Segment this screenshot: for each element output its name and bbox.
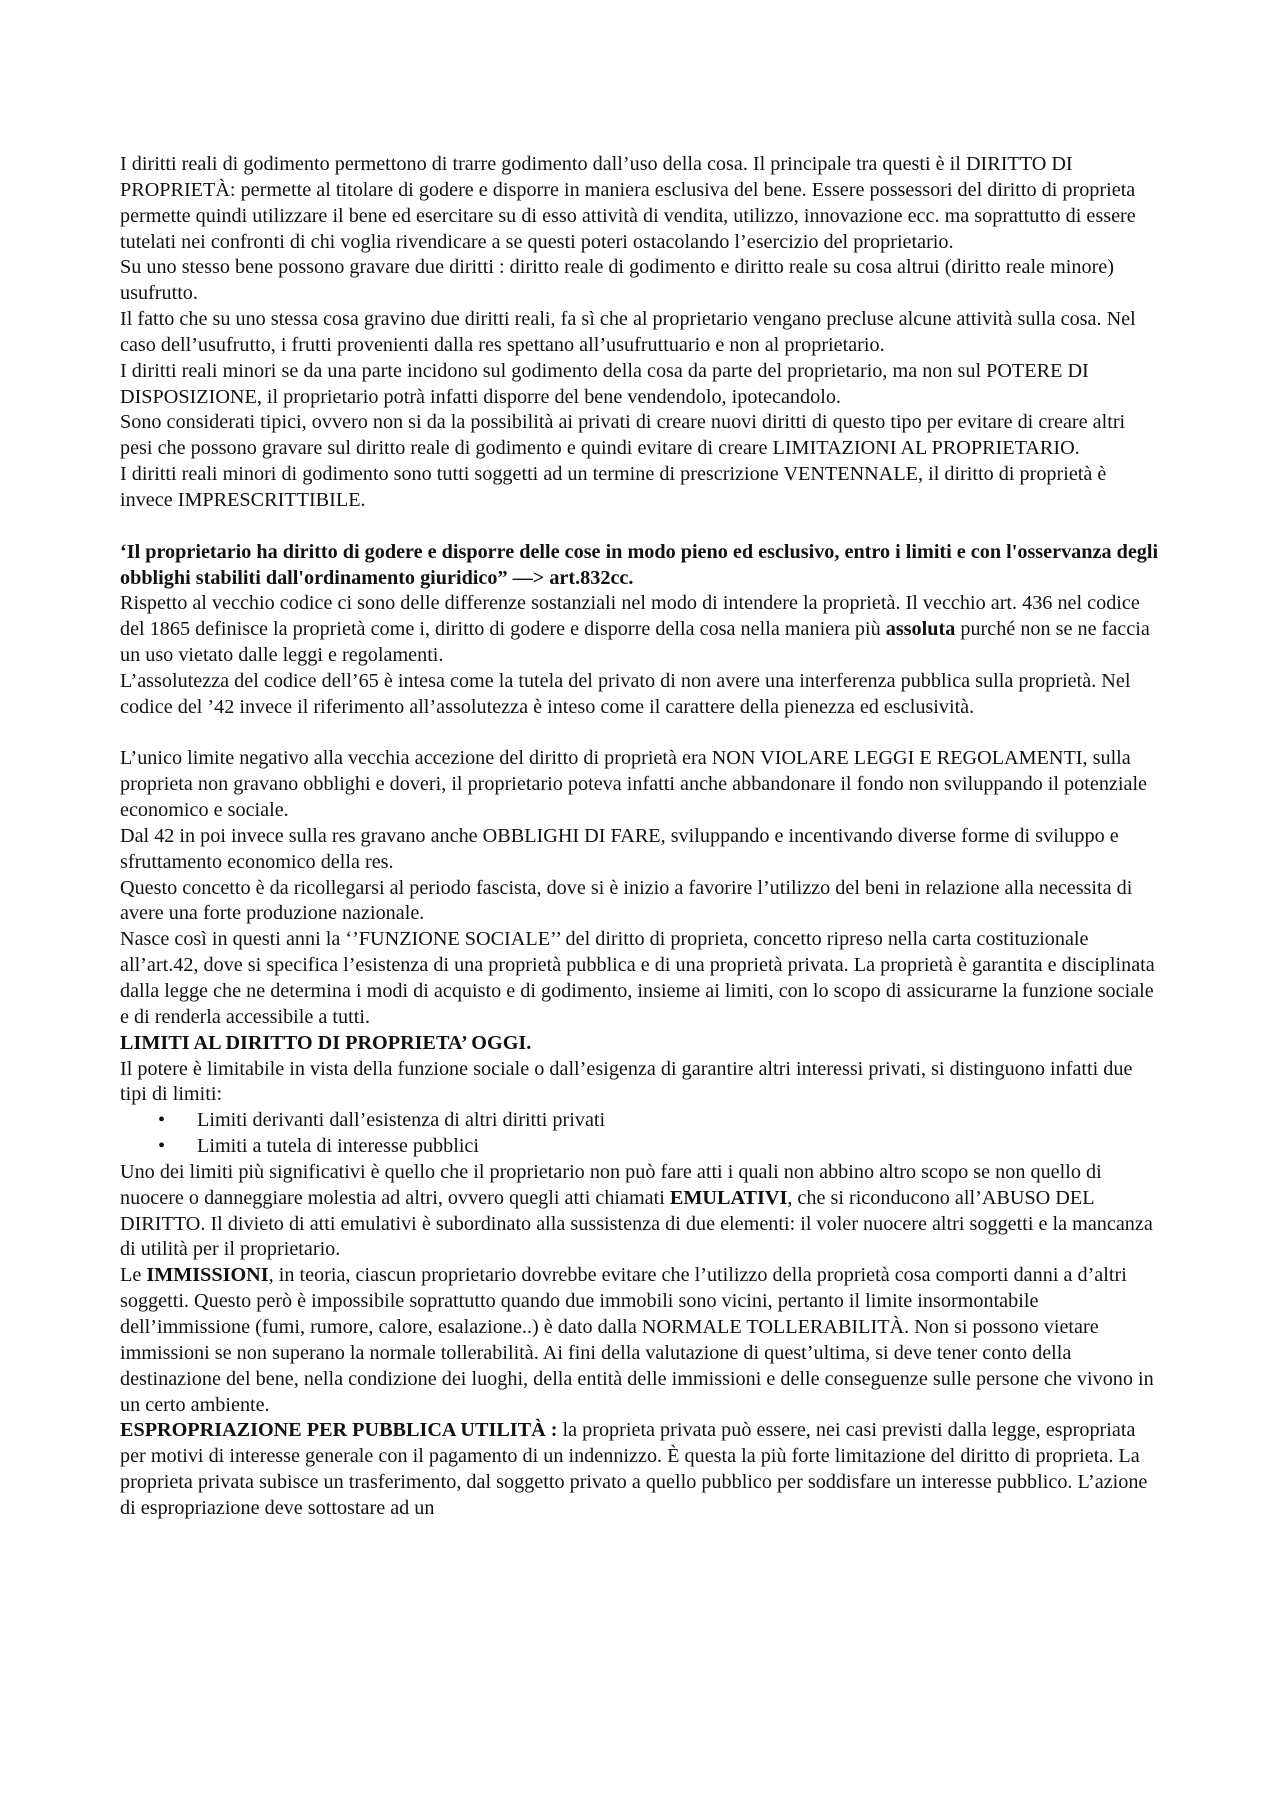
paragraph-immissioni	[120, 1263, 1162, 1418]
quote-text: ‘Il proprietario ha diritto di godere e disporre delle cose in modo pieno ed esclusivo, entro i limiti e con l'osservanza degli obblighi stabiliti dall'ordinamento giuridico” —> art.832cc.	[120, 540, 1159, 589]
text-run: Rispetto al vecchio codice ci sono delle differenze sostanziali nel modo di intendere la proprietà. Il vecchio art. 436 nel codice del 1865 definisce la proprietà come i, diritto di godere e disporre della cosa nella maniera più	[120, 592, 1140, 641]
text-run: , che si riconducono all’ABUSO DEL DIRITTO. Il divieto di atti emulativi è subordinato alla sussistenza di due elementi: il voler nuocere altri soggetti e la mancanza di utilità per il proprietario.	[120, 1186, 1153, 1261]
paragraph-funzione-sociale: Nasce così in questi anni la ‘’FUNZIONE SOCIALE’’ del diritto di proprieta, concetto ripreso nella carta costituzionale all’art.42, dove si specifica l’esistenza di una proprietà pubblica e di una proprietà privata. La proprietà è garantita e disciplinata dalla legge che ne determina i modi di acquisto e di godimento, insieme ai limiti, con lo scopo di assicurarne la funzione sociale e di renderla accessibile a tutti.	[120, 928, 1155, 1028]
paragraph-potere-disposizione: I diritti reali minori se da una parte incidono sul godimento della cosa da parte del proprietario, ma non sul POTERE DI DISPOSIZIONE, il proprietario potrà infatti disporre del bene vendendolo, ipotecandolo.	[120, 359, 1089, 408]
quote-art-832	[120, 540, 1162, 592]
text-run: la proprieta privata può essere, nei casi previsti dalla legge, espropriata per motivi di interesse generale con il pagamento di un indennizzo. È questa la più forte limitazione del diritto di proprieta. La proprieta privata subisce un trasferimento, dal soggetto privato a quello pubblico per soddisfare un interesse pubblico. L’azione di espropriazione deve sottostare ad un	[120, 1419, 1148, 1519]
paragraph-vecchio-codice	[120, 591, 1162, 669]
limits-list	[120, 1108, 1162, 1160]
bold-term-assoluta: assoluta	[885, 618, 956, 641]
paragraph-limite-negativo: L’unico limite negativo alla vecchia accezione del diritto di proprietà era NON VIOLARE LEGGI E REGOLAMENTI, sulla proprieta non gravano obblighi e doveri, il proprietario poteva infatti anche abbandonare il fondo non sviluppando il potenziale economico e sociale.	[120, 747, 1148, 822]
text-run: , in teoria, ciascun proprietario dovrebbe evitare che l’utilizzo della proprietà cosa comporti danni a d’altri soggetti. Questo però è impossibile soprattutto quando due immobili sono vicini, pertanto il limite insormontabile dell’immissione (fumi, rumore, calore, esalazione..) è dato dalla NORMALE TOLLERABILITÀ. Non si possono vietare immissioni se non superano la normale tollerabilità. Ai fini della valutazione di quest’ultima, si deve tener conto della destinazione del bene, nella condizione dei luoghi, della entità delle immissioni e delle conseguenze sulle persone che vivono in un certo ambiente.	[120, 1264, 1154, 1416]
list-item	[120, 1108, 1162, 1134]
paragraph-usufrutto: Il fatto che su uno stessa cosa gravino due diritti reali, fa sì che al proprietario vengano precluse alcune attività sulla cosa. Nel caso dell’usufrutto, i frutti provenienti dalla res spettano all’usufruttuario e non al proprietario.	[120, 308, 1136, 356]
bullet-icon: •	[158, 1109, 166, 1132]
blank-line	[120, 721, 1162, 747]
bold-term-espropriazione: ESPROPRIAZIONE PER PUBBLICA UTILITÀ :	[120, 1419, 558, 1442]
bold-term-immissioni: IMMISSIONI	[146, 1264, 269, 1287]
paragraph-assolutezza: L’assolutezza del codice dell’65 è intesa come la tutela del privato di non avere una interferenza pubblica sulla proprietà. Nel codice del ’42 invece il riferimento all’assolutezza è inteso come il carattere della pienezza ed esclusività.	[120, 669, 1131, 718]
paragraph-prescrizione: I diritti reali minori di godimento sono tutti soggetti ad un termine di prescrizione VENTENNALE, il diritto di proprietà è invece IMPRESCRITTIBILE.	[120, 463, 1107, 511]
heading-limiti-text: LIMITI AL DIRITTO DI PROPRIETA’ OGGI.	[120, 1031, 532, 1054]
paragraph-potere-limitabile: Il potere è limitabile in vista della funzione sociale o dall’esigenza di garantire altri interessi privati, si distinguono infatti due tipi di limiti:	[120, 1057, 1133, 1106]
list-item	[120, 1134, 1162, 1160]
list-item-text: Limiti a tutela di interesse pubblici	[197, 1135, 479, 1158]
text-run: Uno dei limiti più significativi è quello che il proprietario non può fare atti i quali non abbino altro scopo se non quello di nuocere o danneggiare molestia ad altri, ovvero quegli atti chiamati	[120, 1160, 1102, 1209]
bold-term-emulativi: EMULATIVI	[669, 1186, 788, 1209]
paragraph-atti-emulativi	[120, 1160, 1162, 1263]
paragraph-diritti-reali: I diritti reali di godimento permettono di trarre godimento dall’uso della cosa. Il principale tra questi è il DIRITTO DI PROPRIETÀ: permette al titolare di godere e disporre in maniera esclusiva del bene. Essere possessori del diritto di proprieta permette quindi utilizzare il bene ed esercitare su di esso attività di vendita, utilizzo, innovazione ecc. ma soprattutto di essere tutelati nei confronti di chi voglia rivendicare a se questi poteri ostacolando l’esercizio del proprietario.	[120, 153, 1136, 253]
blank-line	[120, 514, 1162, 540]
paragraph-tipici: Sono considerati tipici, ovvero non si da la possibilità ai privati di creare nuovi diritti di questo tipo per evitare di creare altri pesi che possono gravare sul diritto reale di godimento e quindi evitare di creare LIMITAZIONI AL PROPRIETARIO.	[120, 411, 1126, 460]
paragraph-due-diritti: Su uno stesso bene possono gravare due diritti : diritto reale di godimento e diritto reale su cosa altrui (diritto reale minore) usufrutto.	[120, 256, 1114, 305]
text-run: Le	[120, 1264, 147, 1287]
heading-limiti	[120, 1031, 1162, 1057]
paragraph-periodo-fascista: Questo concetto è da ricollegarsi al periodo fascista, dove si è inizio a favorire l’utilizzo del beni in relazione alla necessita di avere una forte produzione nazionale.	[120, 876, 1133, 925]
list-item-text: Limiti derivanti dall’esistenza di altri diritti privati	[197, 1109, 606, 1132]
paragraph-espropriazione	[120, 1418, 1162, 1521]
paragraph-obblighi-di-fare: Dal 42 in poi invece sulla res gravano anche OBBLIGHI DI FARE, sviluppando e incentivando diverse forme di sviluppo e sfruttamento economico della res.	[120, 824, 1119, 873]
bullet-icon: •	[158, 1135, 166, 1158]
text-run: purché non se ne faccia un uso vietato dalle leggi e regolamenti.	[120, 618, 1150, 667]
